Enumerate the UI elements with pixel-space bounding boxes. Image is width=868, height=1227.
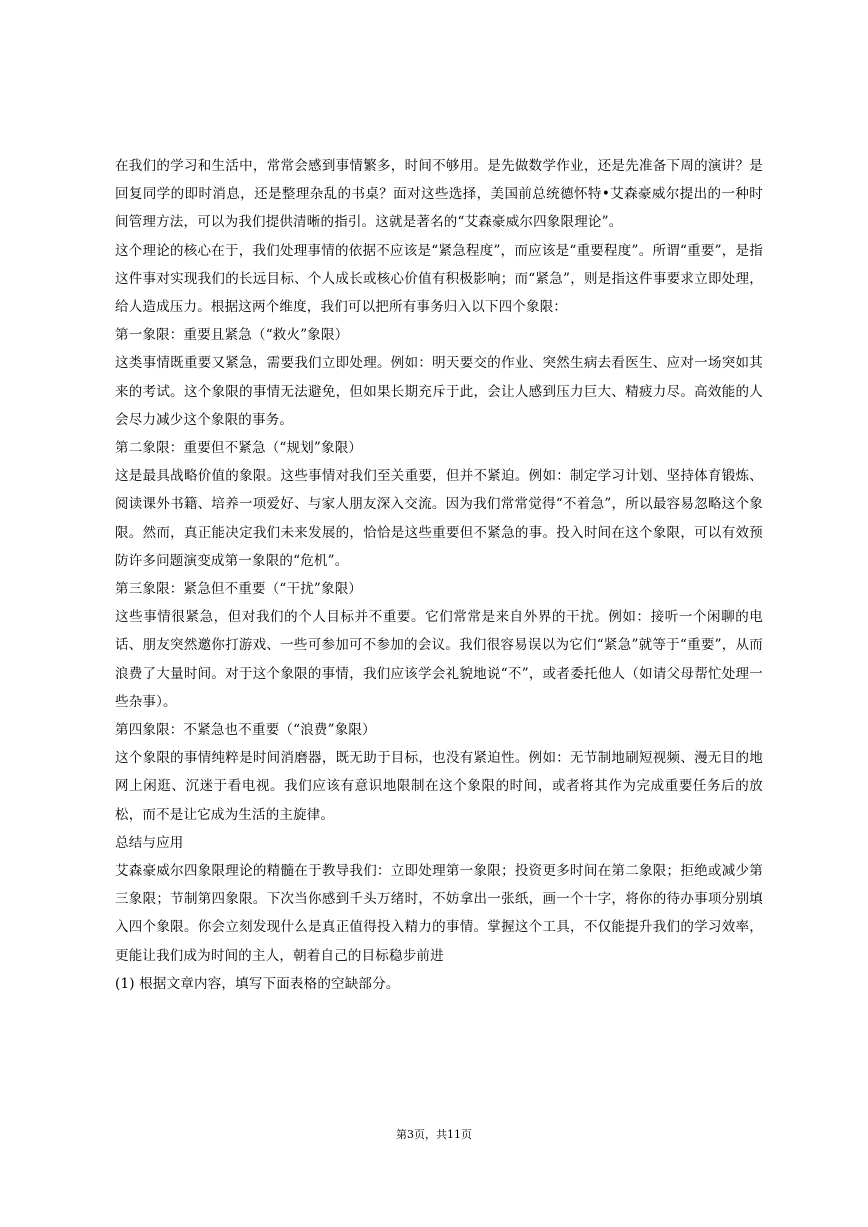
intro-paragraph: 在我们的学习和生活中，常常会感到事情繁多，时间不够用。是先做数学作业，还是先准备下周的演讲？是回复同学的即时消息，还是整理杂乱的书桌？面对这些选择，美国前总统德怀特•艾森豪威尔提出的一种时间管理方法，可以为我们提供清晰的指引。这就是著名的“艾森豪威尔四象限理论”。 xyxy=(115,158,763,231)
quadrant-1-heading: 第一象限：重要且紧急（“救火”象限） xyxy=(115,327,349,344)
question-prompt: (1) 根据文章内容，填写下面表格的空缺部分。 xyxy=(115,975,400,992)
quadrant-4-paragraph: 这个象限的事情纯粹是时间消磨器，既无助于目标，也没有紧迫性。例如：无节制地刷短视频、漫无目的地网上闲逛、沉迷于看电视。我们应该有意识地限制在这个象限的时间，或者将其作为完成重要任务后的放松，而不是让它成为生活的主旋律。 xyxy=(115,750,763,823)
quadrant-1-paragraph: 这类事情既重要又紧急，需要我们立即处理。例如：明天要交的作业、突然生病去看医生、应对一场突如其来的考试。这个象限的事情无法避免，但如果长期充斥于此，会让人感到压力巨大、精疲力尽。高效能的人会尽力减少这个象限的事务。 xyxy=(115,355,763,428)
article-body xyxy=(115,152,763,998)
page-number: 第3页，共11页 xyxy=(396,1128,472,1141)
quadrant-2-paragraph: 这是最具战略价值的象限。这些事情对我们至关重要，但并不紧迫。例如：制定学习计划、坚持体育锻炼、阅读课外书籍、培养一项爱好、与家人朋友深入交流。因为我们常常觉得“不着急”，所以最容易忽略这个象限。然而，真正能决定我们未来发展的，恰恰是这些重要但不紧急的事。投入时间在这个象限，可以有效预防许多问题演变成第一象限的“危机”。 xyxy=(115,468,763,569)
quadrant-2-heading: 第二象限：重要但不紧急（“规划”象限） xyxy=(115,440,363,457)
quadrant-4-heading: 第四象限：不紧急也不重要（“浪费”象限） xyxy=(115,722,376,739)
summary-paragraph: 艾森豪威尔四象限理论的精髓在于教导我们：立即处理第一象限；投资更多时间在第二象限；拒绝或减少第三象限；节制第四象限。下次当你感到千头万绪时，不妨拿出一张纸，画一个十字，将你的待办事项分别填入四个象限。你会立刻发现什么是真正值得投入精力的事情。掌握这个工具，不仅能提升我们的学习效率，更能让我们成为时间的主人，朝着自己的目标稳步前进 xyxy=(115,863,763,964)
core-idea-paragraph: 这个理论的核心在于，我们处理事情的依据不应该是“紧急程度”，而应该是“重要程度”。所谓“重要”，是指这件事对实现我们的长远目标、个人成长或核心价值有积极影响；而“紧急”，则是指这件事要求立即处理，给人造成压力。根据这两个维度，我们可以把所有事务归入以下四个象限： xyxy=(115,242,763,316)
quadrant-3-heading: 第三象限：紧急但不重要（“干扰”象限） xyxy=(115,581,363,598)
summary-heading: 总结与应用 xyxy=(115,834,184,851)
quadrant-3-paragraph: 这些事情很紧急，但对我们的个人目标并不重要。它们常常是来自外界的干扰。例如：接听一个闲聊的电话、朋友突然邀你打游戏、一些可参加可不参加的会议。我们很容易误以为它们“紧急”就等于“重要”，从而浪费了大量时间。对于这个象限的事情，我们应该学会礼貌地说“不”，或者委托他人（如请父母帮忙处理一些杂事）。 xyxy=(115,609,763,710)
